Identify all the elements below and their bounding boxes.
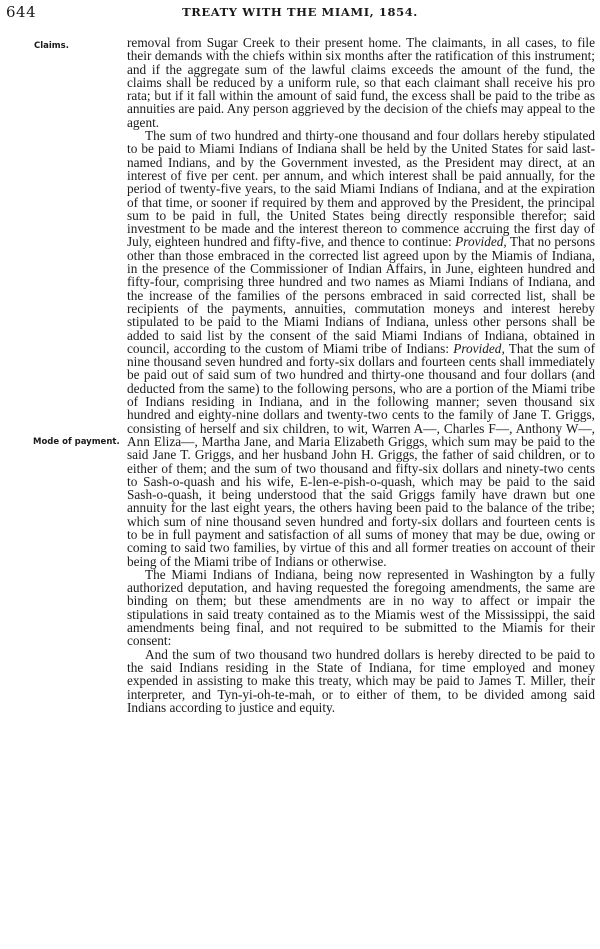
page-number: 644	[6, 3, 37, 21]
paragraph-interpreter-payment: And the sum of two thousand two hundred dollars is hereby directed to be paid to the said Indians residing in the State of Indiana, for time employed and money expended in assisting to make this treaty, which may be paid to James T. Miller, their interpreter, and Tyn-yi-oh-te-mah, or to either of them, to be divided among said Indians according to justice and equity.	[127, 646, 595, 715]
running-head: TREATY WITH THE MIAMI, 1854.	[182, 5, 418, 19]
paragraph-investment-part-c: That the sum of nine thousand seven hundred and forty-six dollars and fourteen cents shall immediately be paid out of said sum of two hundred and thirty-one thousand and four dollars (and deducted from the same) to the following persons, who are a portion of the Miami tribe of Indians residing in Indiana, and in the following manner; seven thousand six hundred and eighty-nine dollars and twenty-two cents to the family of Jane T. Griggs, consisting of herself and six children, to wit, Warren A—, Charles F—, Anthony W—, Ann Eliza—, Martha Jane, and Maria Elizabeth Griggs, which sum may be paid to the said Jane T. Griggs, and her husband John H. Griggs, the father of said children, or to either of them; and the sum of two thousand and fifty-six dollars and ninety-two cents to Sash-o-quash and his wife, E-len-e-pish-o-quash, which may be paid to the said Sash-o-quash, it being understood that the said Griggs family have drawn but one annuity for the last eight years, the others having been paid to the balance of the tribe; which sum of nine thousand seven hundred and forty-six dollars and fourteen cents is to be in full payment and satisfaction of all sums of money that may be due, owing or coming to said two families, by virtue of this and all former treaties on account of their being of the Miami tribe of Indians or otherwise.	[127, 340, 596, 569]
body-text	[127, 36, 595, 714]
paragraph-investment	[127, 129, 595, 568]
provided-italic-2: Provided,	[453, 340, 505, 356]
margin-note-claims: Claims.	[34, 41, 69, 51]
paragraph-investment-part-a: The sum of two hundred and thirty-one thousand and four dollars hereby stipulated to be paid to Miami Indians of Indiana shall be held by the United States for said last-named Indians, and by the Government invested, as the President may direct, at an interest of five per cent. per annum, and which interest shall be paid annually, for the period of twenty-five years, to the said Miami Indians of Indiana, and at the expiration of that time, or sooner if required by them and approved by the President, the principal sum to be paid in full, the United States being directly responsible therefor; said investment to be made and the interest thereon to commence accruing the first day of July, eighteen hundred and fifty-five, and thence to continue:	[127, 128, 595, 250]
provided-italic-1: Provided,	[455, 234, 507, 250]
paragraph-deputation: The Miami Indians of Indiana, being now represented in Washington by a fully authorized deputation, and having requested the foregoing amendments, the same are binding on them; but these amendments are in no way to affect or impair the stipulations in said treaty contained as to the Miamis west of the Mississippi, the said amendments being final, and not required to be submitted to the Miamis for their consent:	[127, 566, 595, 649]
margin-note-mode-of-payment: Mode of payment.	[33, 437, 120, 447]
paragraph-claims-continuation: removal from Sugar Creek to their present home. The claimants, in all cases, to file their demands with the chiefs within six months after the ratification of this instrument; and if the aggregate sum of the lawful claims exceeds the amount of the fund, the claims shall be reduced by a uniform rule, so that each claimant shall receive his pro rata; but if it fall within the amount of said fund, the excess shall be paid to the tribe as annuities are paid. Any person aggrieved by the decision of the chiefs may appeal to the agent.	[127, 35, 595, 130]
paragraph-investment-part-b: That no persons other than those embraced in the corrected list agreed upon by the Miamis of Indiana, in the presence of the Commissioner of Indian Affairs, in June, eighteen hundred and fifty-four, comprising three hundred and two names as Miami Indians of Indiana, and the increase of the families of the persons embraced in said corrected list, shall be recipients of the payments, annuities, commutation moneys and interest hereby stipulated to be paid to the Miami Indians of Indiana, unless other persons shall be added to said list by the consent of the said Miami Indians of Indiana, obtained in council, according to the custom of Miami tribe of Indians:	[127, 234, 595, 356]
